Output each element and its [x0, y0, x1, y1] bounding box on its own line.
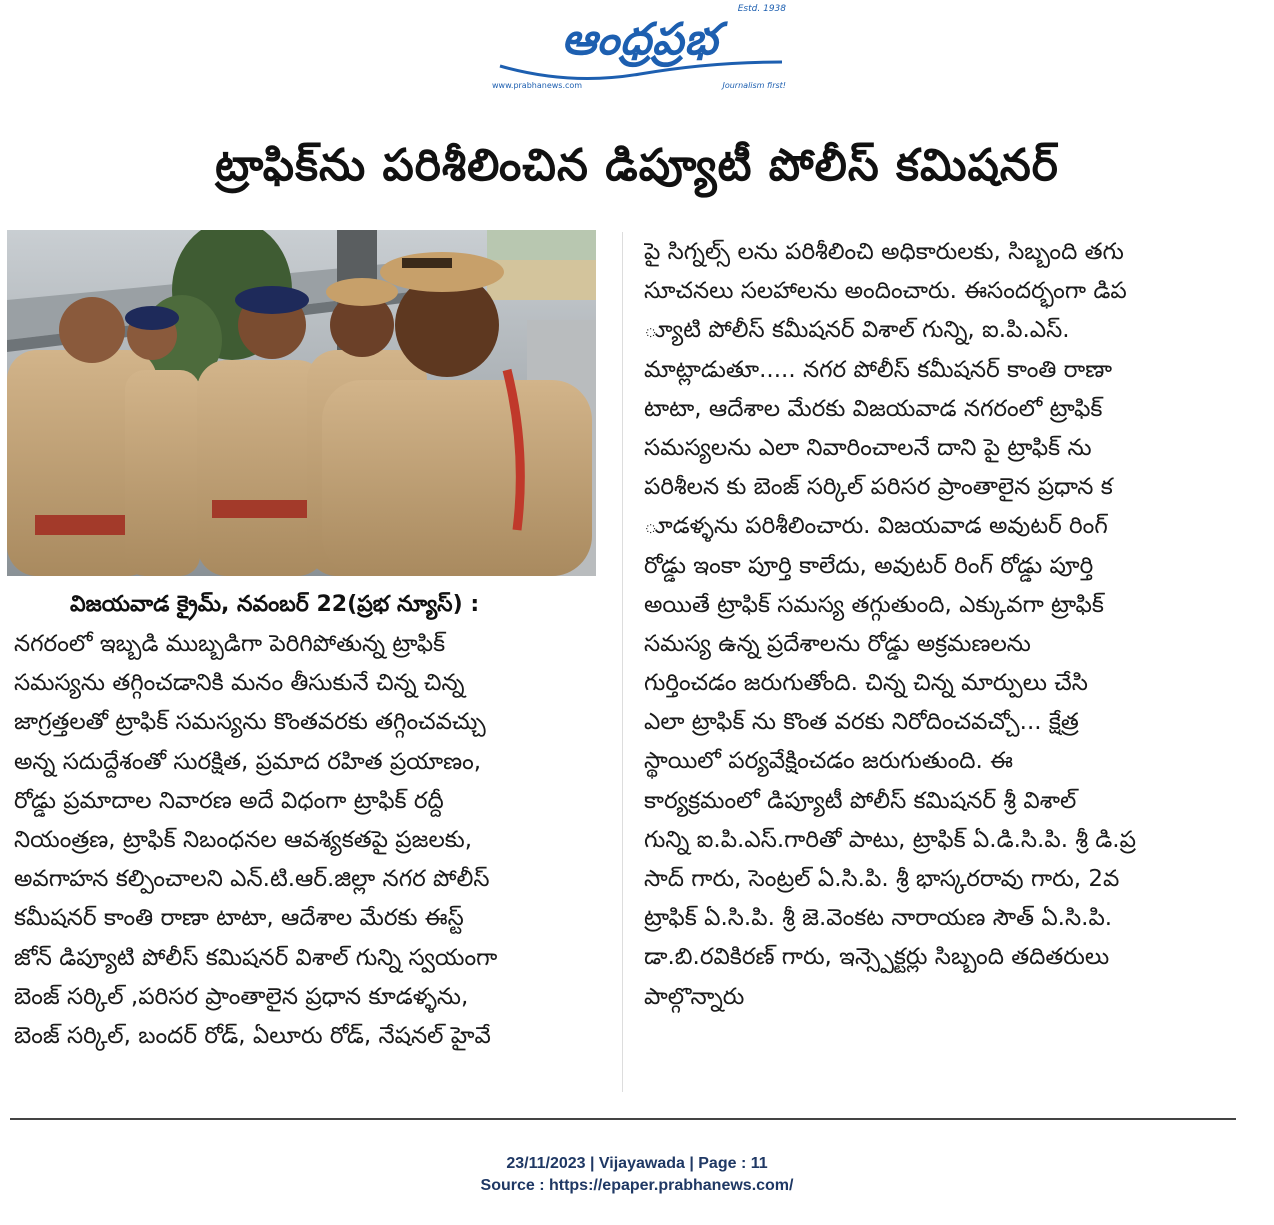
- article-column-right: [644, 233, 1229, 1017]
- article-line: సాద్ గారు, సెంట్రల్ ఏ.సి.పి. శ్రీ భాస్కరరావు గారు, 2వ: [644, 866, 1120, 892]
- article-line: జోన్ డిప్యూటి పోలీస్ కమిషనర్ విశాల్ గున్ని స్వయంగా: [14, 944, 498, 971]
- article-photo: [7, 230, 596, 576]
- article-line: గున్ని ఐ.పి.ఎస్.గారితో పాటు, ట్రాఫిక్ ఏ.డి.సి.పి. శ్రీ డి.ప్ర: [644, 826, 1136, 853]
- article-line: సూచనలు సలహాలను అందించారు. ఈసందర్భంగా డిప: [644, 278, 1127, 305]
- masthead: [0, 0, 1274, 100]
- article-line: రోడ్డు ప్రమాదాల నివారణ అదే విధంగా ట్రాఫిక్ రద్దీ: [14, 787, 444, 814]
- article-line: సమస్యలను ఎలా నివారించాలనే దాని పై ట్రాఫిక్ ను: [644, 434, 1092, 461]
- article-line: పరిశీలన కు బెంజ్ సర్కిల్ పరిసర ప్రాంతాలైన ప్రధాన క: [644, 474, 1113, 501]
- article-line: మాట్లాడుతూ..... నగర పోలీస్ కమీషనర్ కాంతి రాణా: [644, 356, 1113, 383]
- article-line: స్థాయిలో పర్యవేక్షించడం జరుగుతుంది. ఈ: [644, 748, 1013, 775]
- article-line: పాల్గొన్నారు: [644, 983, 745, 1010]
- footer-date-edition: 23/11/2023 | Vijayawada | Page : 11: [506, 1155, 768, 1172]
- article-line: టాటా, ఆదేశాల మేరకు విజయవాడ నగరంలో ట్రాఫిక్: [644, 395, 1103, 422]
- article-line: అయితే ట్రాఫిక్ సమస్య తగ్గుతుంది, ఎక్కువగా ట్రాఫిక్: [644, 591, 1104, 618]
- article-line: సమస్యను తగ్గించడానికి మనం తీసుకునే చిన్న చిన్న: [14, 670, 465, 697]
- newspaper-name: ఆంధ్రప్రభ: [561, 14, 719, 65]
- police-officers-photo: [7, 230, 596, 576]
- article-line: ూడళ్ళను పరిశీలించారు. విజయవాడ అవుటర్ రింగ్: [644, 513, 1108, 540]
- newspaper-logo: [490, 4, 790, 90]
- article-line: కార్యక్రమంలో డిప్యూటీ పోలీస్ కమిషనర్ శ్రీ విశాల్: [644, 787, 1077, 814]
- article-line: గుర్తించడం జరుగుతోంది. చిన్న చిన్న మార్పులు చేసి: [644, 670, 1088, 697]
- article-line: ట్రాఫిక్ ఏ.సి.పి. శ్రీ జె.వెంకట నారాయణ సౌత్ ఏ.సి.పి.: [644, 905, 1113, 932]
- article-dateline: విజయవాడ క్రైమ్, నవంబర్ 22(ప్రభ న్యూస్) :: [70, 592, 480, 617]
- article-line: అవగాహన కల్పించాలని ఎన్.టి.ఆర్.జిల్లా నగర పోలీస్: [14, 866, 490, 893]
- footer-source: Source : https://epaper.prabhanews.com/: [480, 1177, 794, 1194]
- article-headline: ట్రాఫిక్‌ను పరిశీలించిన డిప్యూటీ పోలీస్ కమిషనర్: [215, 140, 1059, 191]
- article-line: బెంజ్ సర్కిల్, బందర్ రోడ్, ఏలూరు రోడ్, నేషనల్ హైవే: [14, 1022, 491, 1049]
- footer-divider: [10, 1118, 1236, 1120]
- website-label: www.prabhanews.com: [492, 81, 583, 90]
- article-line: సమస్య ఉన్న ప్రదేశాలను రోడ్డు అక్రమణలను: [644, 630, 1031, 657]
- article-line: రోడ్డు ఇంకా పూర్తి కాలేదు, అవుటర్ రింగ్ రోడ్డు పూర్తి: [644, 552, 1094, 579]
- article-line: డా.బి.రవికిరణ్ గారు, ఇన్స్పెక్టర్లు సిబ్బంది తదితరులు: [644, 944, 1110, 971]
- article-line: ్యూటి పోలీస్ కమీషనర్ విశాల్ గున్ని, ఐ.పి.ఎస్.: [644, 317, 1070, 344]
- estd-label: Estd. 1938: [737, 4, 786, 14]
- article-column-left: [14, 625, 604, 1056]
- article-line: ఎలా ట్రాఫిక్ ను కొంత వరకు నిరోదించవచ్చో... క్షేత్ర: [644, 709, 1079, 736]
- article-line: బెంజ్ సర్కిల్ ,పరిసర ప్రాంతాలైన ప్రధాన కూడళ్ళను,: [14, 983, 469, 1010]
- article-line: నియంత్రణ, ట్రాఫిక్ నిబంధనల ఆవశ్యకతపై ప్రజలకు,: [14, 826, 473, 853]
- article-line: నగరంలో ఇబ్బడి ముబ్బడిగా పెరిగిపోతున్న ట్రాఫిక్: [14, 631, 446, 657]
- article-line: అన్న సదుద్దేశంతో సురక్షిత, ప్రమాద రహిత ప్రయాణం,: [14, 748, 482, 775]
- article-line: కమీషనర్ కాంతి రాణా టాటా, ఆదేశాల మేరకు ఈస్ట్: [14, 905, 464, 932]
- article-line: పై సిగ్నల్స్ లను పరిశీలించి అధికారులకు, సిబ్బంది తగు: [644, 239, 1124, 265]
- tagline: Journalism first!: [722, 81, 786, 90]
- article-line: జాగ్రత్తలతో ట్రాఫిక్ సమస్యను కొంతవరకు తగ్గించవచ్చు: [14, 709, 486, 736]
- column-divider: [622, 232, 623, 1092]
